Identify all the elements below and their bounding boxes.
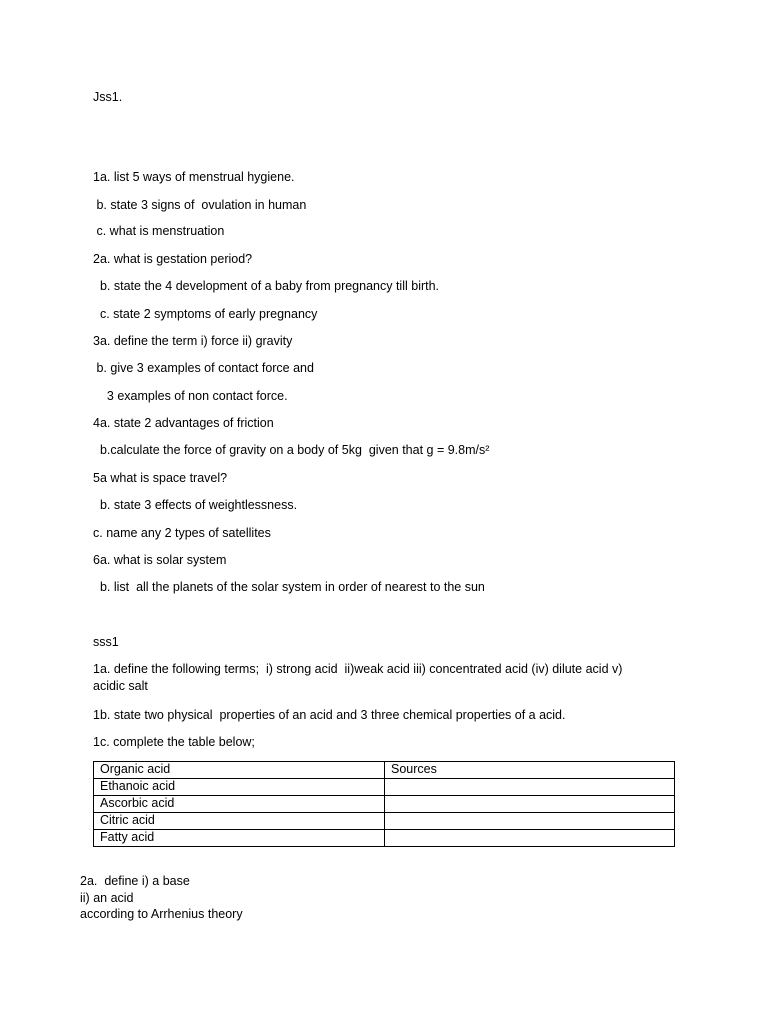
table-cell-acid: Citric acid xyxy=(94,813,385,830)
sss1-question-2a-ii: ii) an acid xyxy=(80,891,134,905)
jss1-question-3b: b. give 3 examples of contact force and xyxy=(93,361,314,375)
jss1-question-4b: b.calculate the force of gravity on a body of 5kg given that g = 9.8m/s² xyxy=(93,443,490,457)
jss1-question-4a: 4a. state 2 advantages of friction xyxy=(93,416,274,430)
jss1-question-1b: b. state 3 signs of ovulation in human xyxy=(93,198,307,212)
sss1-question-1a: 1a. define the following terms; i) strong acid ii)weak acid iii) concentrated acid (iv) dilute acid v) xyxy=(93,662,623,676)
jss1-question-6a: 6a. what is solar system xyxy=(93,553,227,567)
table-row xyxy=(94,830,675,847)
jss1-question-5c: c. name any 2 types of satellites xyxy=(93,526,271,540)
jss1-question-2c: c. state 2 symptoms of early pregnancy xyxy=(93,307,318,321)
table-cell-source xyxy=(385,830,675,847)
sss1-heading: sss1 xyxy=(93,635,119,649)
table-header-row xyxy=(94,762,675,779)
jss1-question-3b-cont: 3 examples of non contact force. xyxy=(93,389,288,403)
table-row xyxy=(94,779,675,796)
sss1-question-1a-cont: acidic salt xyxy=(93,679,148,693)
jss1-question-6b: b. list all the planets of the solar system in order of nearest to the sun xyxy=(93,580,485,594)
jss1-question-5a: 5a what is space travel? xyxy=(93,471,228,485)
table-row xyxy=(94,813,675,830)
table-cell-acid: Ascorbic acid xyxy=(94,796,385,813)
jss1-question-1a: 1a. list 5 ways of menstrual hygiene. xyxy=(93,170,295,184)
table-cell-acid: Ethanoic acid xyxy=(94,779,385,796)
jss1-question-1c: c. what is menstruation xyxy=(93,224,225,238)
jss1-heading: Jss1. xyxy=(93,90,123,104)
sss1-question-2a-cont: according to Arrhenius theory xyxy=(80,907,243,921)
table-header-sources: Sources xyxy=(385,762,675,779)
table-cell-source xyxy=(385,796,675,813)
table-cell-source xyxy=(385,779,675,796)
table-row xyxy=(94,796,675,813)
table-header-organic-acid: Organic acid xyxy=(94,762,385,779)
table-cell-source xyxy=(385,813,675,830)
jss1-question-5b: b. state 3 effects of weightlessness. xyxy=(93,498,298,512)
sss1-question-1c: 1c. complete the table below; xyxy=(93,735,255,749)
sss1-question-1b: 1b. state two physical properties of an acid and 3 three chemical properties of a acid. xyxy=(93,708,566,722)
jss1-question-2b: b. state the 4 development of a baby from pregnancy till birth. xyxy=(93,279,440,293)
organic-acid-table xyxy=(93,761,675,847)
sss1-question-2a: 2a. define i) a base xyxy=(80,874,190,888)
jss1-question-2a: 2a. what is gestation period? xyxy=(93,252,253,266)
table-cell-acid: Fatty acid xyxy=(94,830,385,847)
jss1-question-3a: 3a. define the term i) force ii) gravity xyxy=(93,334,293,348)
